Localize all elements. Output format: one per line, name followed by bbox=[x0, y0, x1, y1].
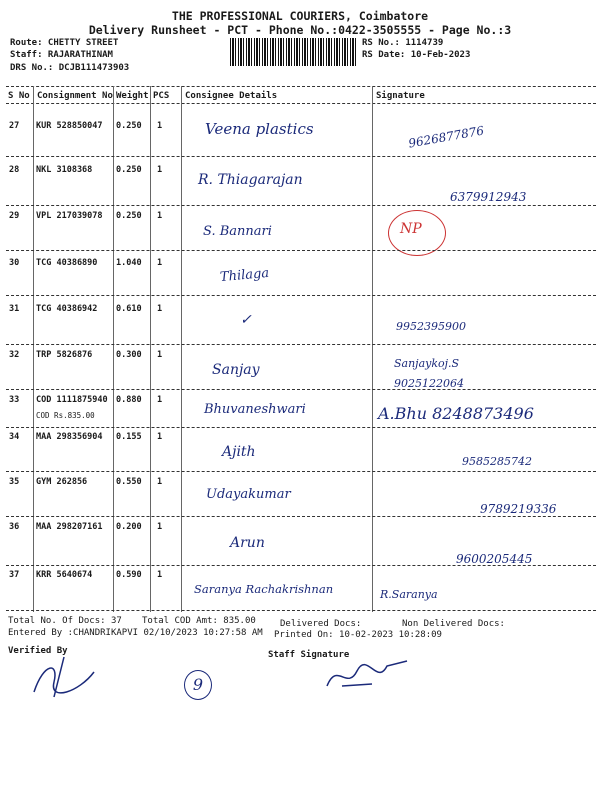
row-sno: 33 bbox=[9, 395, 20, 405]
row-weight: 0.590 bbox=[116, 570, 142, 580]
row-consignment: VPL 217039078 bbox=[36, 211, 103, 221]
col-pcs: PCS bbox=[153, 91, 170, 101]
row-pcs: 1 bbox=[157, 570, 163, 580]
circled-number-text: 9 bbox=[192, 675, 204, 694]
drs-number: DRS No.: DCJB111473903 bbox=[10, 63, 130, 73]
printed-on: Printed On: 10-02-2023 10:28:09 bbox=[274, 630, 442, 640]
row-signature: 9585285742 bbox=[462, 455, 532, 468]
row-weight: 0.250 bbox=[116, 165, 142, 175]
row-sno: 32 bbox=[9, 350, 20, 360]
row-pcs: 1 bbox=[157, 304, 163, 314]
row-sno: 36 bbox=[9, 522, 20, 532]
row-sno: 37 bbox=[9, 570, 20, 580]
row-consignee: Udayakumar bbox=[206, 487, 291, 502]
row-consignment: TCG 40386890 bbox=[36, 258, 98, 268]
row-consignment: MAA 298356904 bbox=[36, 432, 103, 442]
header-top-rule bbox=[6, 86, 596, 87]
row-signature: 9789219336 bbox=[480, 502, 557, 516]
staff-signature-mark bbox=[322, 656, 412, 696]
col-divider bbox=[150, 86, 151, 612]
row-consignee: S. Bannari bbox=[203, 224, 272, 239]
row-consignee: Arun bbox=[230, 535, 265, 551]
row-sno: 30 bbox=[9, 258, 20, 268]
col-divider bbox=[113, 86, 114, 612]
barcode-image bbox=[230, 38, 356, 66]
row-consignment: NKL 3108368 bbox=[36, 165, 93, 175]
company-title: THE PROFESSIONAL COURIERS, Coimbatore bbox=[171, 9, 429, 23]
row-weight: 0.200 bbox=[116, 522, 142, 532]
staff-signature: Staff Signature bbox=[268, 650, 350, 660]
row-signature: 9626877876 bbox=[407, 123, 485, 151]
header-bottom-rule bbox=[6, 103, 596, 104]
rs-date: RS Date: 10-Feb-2023 bbox=[362, 50, 471, 60]
row-consignment: TRP 5826876 bbox=[36, 350, 93, 360]
row-divider bbox=[6, 295, 596, 296]
row-sno: 27 bbox=[9, 121, 20, 131]
row-signature: A.Bhu 8248873496 bbox=[378, 404, 534, 423]
row-weight: 0.610 bbox=[116, 304, 142, 314]
row-divider bbox=[6, 156, 596, 157]
row-weight: 0.550 bbox=[116, 477, 142, 487]
row-consignee: ✓ bbox=[240, 312, 252, 328]
row-divider bbox=[6, 389, 596, 390]
row-signature: 9600205445 bbox=[456, 552, 533, 566]
row-consignee: Veena plastics bbox=[205, 120, 314, 138]
row-sno: 29 bbox=[9, 211, 20, 221]
runsheet-title: Delivery Runsheet - PCT - Phone No.:0422-3505555 - Page No.:3 bbox=[88, 23, 512, 37]
row-signature: R.Saranya bbox=[380, 588, 438, 601]
row-consignment: KUR 528850047 bbox=[36, 121, 103, 131]
row-consignee: Sanjay bbox=[212, 362, 260, 378]
col-consignee: Consignee Details bbox=[185, 91, 278, 101]
delivered-docs: Delivered Docs: bbox=[280, 619, 362, 629]
row-consignment: MAA 298207161 bbox=[36, 522, 103, 532]
row-pcs: 1 bbox=[157, 477, 163, 487]
rs-number: RS No.: 1114739 bbox=[362, 38, 444, 48]
row-pcs: 1 bbox=[157, 522, 163, 532]
row-divider bbox=[6, 344, 596, 345]
row-pcs: 1 bbox=[157, 432, 163, 442]
row-signature: 6379912943 bbox=[450, 190, 527, 204]
row-pcs: 1 bbox=[157, 165, 163, 175]
row-weight: 0.155 bbox=[116, 432, 142, 442]
row-signature: 9952395900 bbox=[396, 320, 466, 333]
row-consignment: TCG 40386942 bbox=[36, 304, 98, 314]
row-pcs: 1 bbox=[157, 258, 163, 268]
row-consignment: GYM 262856 bbox=[36, 477, 88, 487]
circled-number bbox=[184, 670, 212, 700]
row-consignee: Thilaga bbox=[219, 265, 270, 286]
row-sno: 35 bbox=[9, 477, 20, 487]
row-pcs: 1 bbox=[157, 211, 163, 221]
row-consignee: R. Thiagarajan bbox=[198, 172, 303, 188]
row-pcs: 1 bbox=[157, 350, 163, 360]
col-divider bbox=[33, 86, 34, 612]
row-consignee: Ajith bbox=[222, 444, 256, 460]
row-consignee: Saranya Rachakrishnan bbox=[194, 582, 334, 596]
total-cod: Total COD Amt: 835.00 bbox=[142, 616, 256, 626]
row-signature: NP bbox=[400, 221, 422, 237]
row-divider bbox=[6, 471, 596, 472]
route-label: Route: CHETTY STREET bbox=[10, 38, 119, 48]
row-consignment: KRR 5640674 bbox=[36, 570, 93, 580]
row-pcs: 1 bbox=[157, 121, 163, 131]
col-divider bbox=[372, 86, 373, 612]
row-pcs: 1 bbox=[157, 395, 163, 405]
table-bottom-rule bbox=[6, 610, 596, 611]
staff-label: Staff: RAJARATHINAM bbox=[10, 50, 113, 60]
row-divider bbox=[6, 427, 596, 428]
row-sno: 28 bbox=[9, 165, 20, 175]
row-sno: 34 bbox=[9, 432, 20, 442]
row-weight: 0.250 bbox=[116, 211, 142, 221]
row-consignee: Bhuvaneshwari bbox=[204, 402, 306, 417]
entered-by: Entered By :CHANDRIKAPVI 02/10/2023 10:27:58 AM bbox=[8, 628, 263, 638]
col-consignment: Consignment No bbox=[37, 91, 113, 101]
row-divider bbox=[6, 205, 596, 206]
row-weight: 0.880 bbox=[116, 395, 142, 405]
row-weight: 0.250 bbox=[116, 121, 142, 131]
col-sno: S No bbox=[8, 91, 30, 101]
row-consignment: COD 1111875940 bbox=[36, 395, 108, 405]
row-sno: 31 bbox=[9, 304, 20, 314]
row-weight: 1.040 bbox=[116, 258, 142, 268]
non-delivered-docs: Non Delivered Docs: bbox=[402, 619, 505, 629]
row-weight: 0.300 bbox=[116, 350, 142, 360]
col-signature: Signature bbox=[376, 91, 425, 101]
total-docs: Total No. Of Docs: 37 bbox=[8, 616, 122, 626]
col-weight: Weight bbox=[116, 91, 149, 101]
row-divider bbox=[6, 516, 596, 517]
row-divider bbox=[6, 565, 596, 566]
col-divider bbox=[181, 86, 182, 612]
verified-by: Verified By bbox=[8, 646, 68, 656]
row-signature: Sanjaykoj.S 9025122064 bbox=[394, 357, 464, 390]
row-divider bbox=[6, 250, 596, 251]
verifier-signature bbox=[24, 652, 114, 702]
cod-amount: COD Rs.835.00 bbox=[36, 411, 95, 420]
